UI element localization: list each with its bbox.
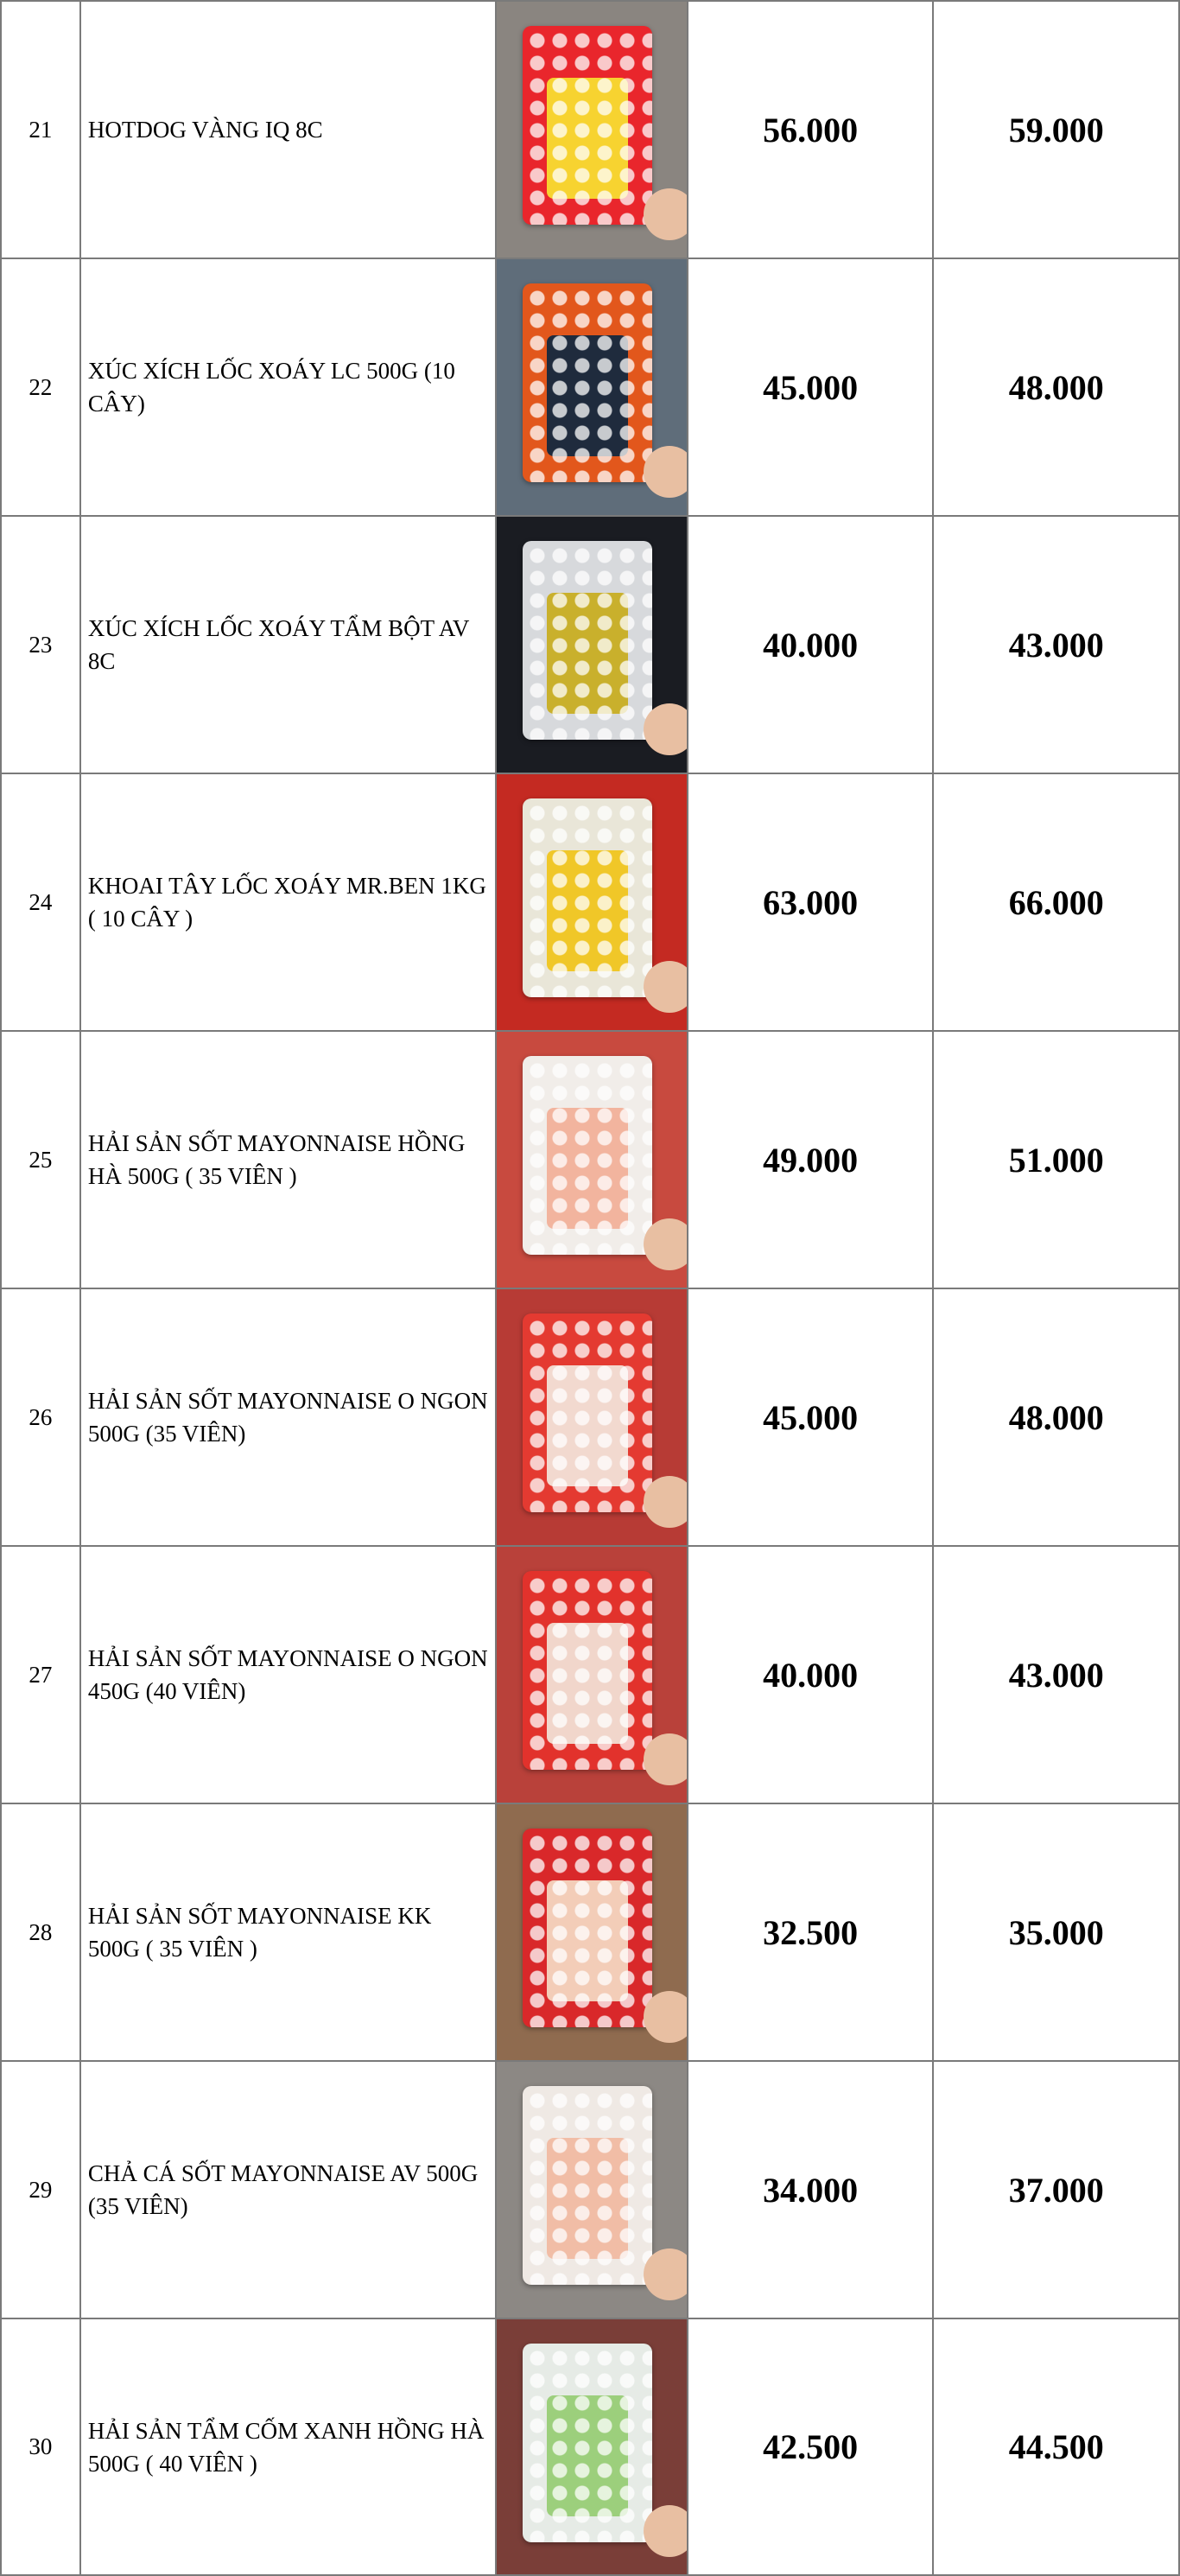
table-row: [2, 1547, 1180, 1804]
product-photo: [497, 1804, 687, 2060]
price-retail: 48.000: [934, 259, 1180, 515]
product-name: HẢI SẢN SỐT MAYONNAISE KK 500G ( 35 VIÊN ): [81, 1804, 497, 2060]
product-name: HẢI SẢN SỐT MAYONNAISE HỒNG HÀ 500G ( 35 VIÊN ): [81, 1032, 497, 1288]
product-package: [523, 283, 652, 482]
product-name: HẢI SẢN SỐT MAYONNAISE O NGON 450G (40 VIÊN): [81, 1547, 497, 1803]
product-photo: [497, 2062, 687, 2318]
product-package: [523, 2344, 652, 2542]
price-wholesale: 42.500: [688, 2319, 935, 2574]
price-retail: 35.000: [934, 1804, 1180, 2060]
product-photo: [497, 1547, 687, 1803]
product-photo: [497, 1032, 687, 1288]
product-texture: [523, 2086, 652, 2285]
product-package: [523, 798, 652, 997]
price-wholesale: 45.000: [688, 1289, 935, 1545]
price-wholesale: 40.000: [688, 1547, 935, 1803]
product-photo: [497, 2319, 687, 2574]
price-retail: 37.000: [934, 2062, 1180, 2318]
product-photo-cell: [497, 2062, 688, 2318]
price-retail: 66.000: [934, 774, 1180, 1030]
product-photo: [497, 2, 687, 258]
product-texture: [523, 541, 652, 740]
item-number: 23: [2, 517, 81, 773]
price-wholesale: 34.000: [688, 2062, 935, 2318]
price-retail: 43.000: [934, 1547, 1180, 1803]
price-wholesale: 63.000: [688, 774, 935, 1030]
product-package: [523, 1056, 652, 1255]
table-row: [2, 2, 1180, 259]
product-photo-cell: [497, 2319, 688, 2574]
price-wholesale: 40.000: [688, 517, 935, 773]
price-wholesale: 45.000: [688, 259, 935, 515]
price-retail: 43.000: [934, 517, 1180, 773]
product-photo-cell: [497, 2, 688, 258]
product-name: XÚC XÍCH LỐC XOÁY TẨM BỘT AV 8C: [81, 517, 497, 773]
table-row: [2, 2319, 1180, 2576]
table-row: [2, 259, 1180, 517]
product-texture: [523, 283, 652, 482]
product-texture: [523, 26, 652, 225]
product-texture: [523, 1313, 652, 1512]
price-wholesale: 32.500: [688, 1804, 935, 2060]
product-photo-cell: [497, 1547, 688, 1803]
product-texture: [523, 798, 652, 997]
table-row: [2, 1289, 1180, 1547]
product-name: HẢI SẢN TẨM CỐM XANH HỒNG HÀ 500G ( 40 VIÊN ): [81, 2319, 497, 2574]
product-package: [523, 1571, 652, 1770]
product-photo: [497, 1289, 687, 1545]
product-name: KHOAI TÂY LỐC XOÁY MR.BEN 1KG ( 10 CÂY ): [81, 774, 497, 1030]
product-photo-cell: [497, 1032, 688, 1288]
product-photo-cell: [497, 774, 688, 1030]
item-number: 26: [2, 1289, 81, 1545]
product-name: CHẢ CÁ SỐT MAYONNAISE AV 500G (35 VIÊN): [81, 2062, 497, 2318]
item-number: 24: [2, 774, 81, 1030]
item-number: 22: [2, 259, 81, 515]
product-name: XÚC XÍCH LỐC XOÁY LC 500G (10 CÂY): [81, 259, 497, 515]
product-texture: [523, 1829, 652, 2027]
product-package: [523, 2086, 652, 2285]
table-row: [2, 517, 1180, 774]
product-photo-cell: [497, 259, 688, 515]
product-texture: [523, 2344, 652, 2542]
item-number: 21: [2, 2, 81, 258]
product-name: HẢI SẢN SỐT MAYONNAISE O NGON 500G (35 VIÊN): [81, 1289, 497, 1545]
product-photo: [497, 259, 687, 515]
table-row: [2, 1032, 1180, 1289]
item-number: 27: [2, 1547, 81, 1803]
item-number: 25: [2, 1032, 81, 1288]
product-photo-cell: [497, 517, 688, 773]
product-texture: [523, 1056, 652, 1255]
product-package: [523, 541, 652, 740]
product-package: [523, 26, 652, 225]
product-package: [523, 1313, 652, 1512]
price-retail: 59.000: [934, 2, 1180, 258]
table-row: [2, 2062, 1180, 2319]
item-number: 29: [2, 2062, 81, 2318]
product-texture: [523, 1571, 652, 1770]
price-retail: 51.000: [934, 1032, 1180, 1288]
product-photo: [497, 774, 687, 1030]
product-photo: [497, 517, 687, 773]
price-retail: 44.500: [934, 2319, 1180, 2574]
price-wholesale: 49.000: [688, 1032, 935, 1288]
table-row: [2, 774, 1180, 1032]
product-package: [523, 1829, 652, 2027]
product-name: HOTDOG VÀNG IQ 8C: [81, 2, 497, 258]
product-photo-cell: [497, 1804, 688, 2060]
table-row: [2, 1804, 1180, 2062]
product-photo-cell: [497, 1289, 688, 1545]
price-wholesale: 56.000: [688, 2, 935, 258]
item-number: 30: [2, 2319, 81, 2574]
price-retail: 48.000: [934, 1289, 1180, 1545]
item-number: 28: [2, 1804, 81, 2060]
